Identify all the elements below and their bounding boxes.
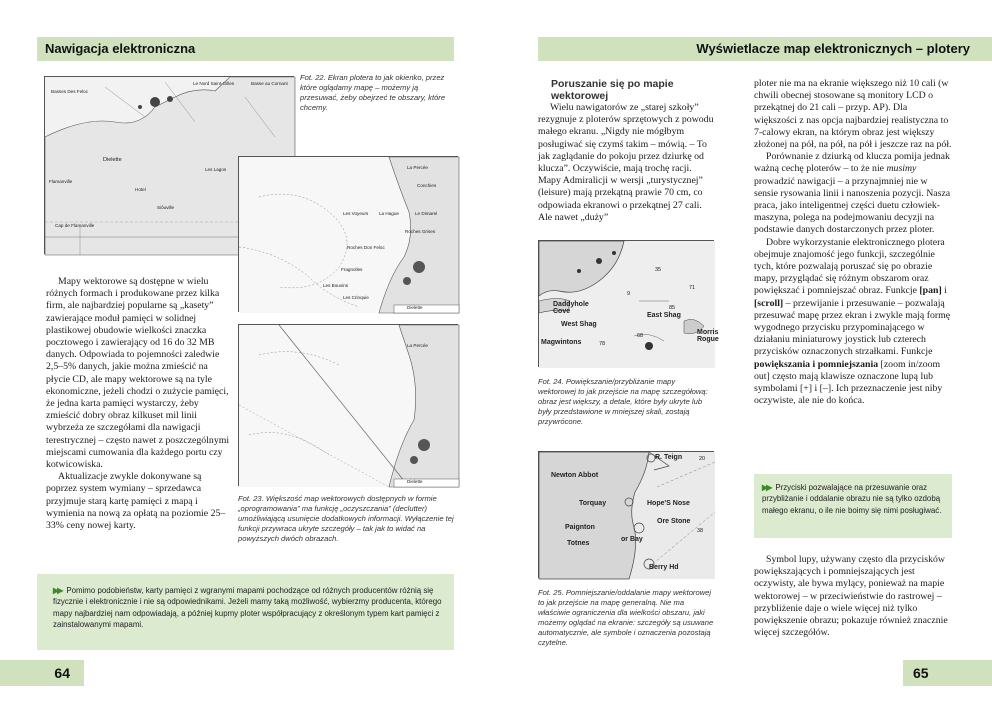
map25-label: or Bay (621, 536, 643, 543)
map23a-label: La Percée (407, 165, 428, 170)
text-run: i (941, 285, 947, 297)
map24-label: 85 (669, 305, 676, 311)
emphasis-run: musimy (886, 163, 917, 175)
left-body-text (46, 276, 230, 532)
map25-label: R. Teign (655, 454, 683, 461)
right-tip-box (754, 474, 952, 538)
left-page-number-text: 64 (54, 665, 70, 681)
map24-label: 35 (655, 267, 662, 273)
map22-label: Siôuville (157, 205, 175, 210)
map22-label: Les Lagos (205, 167, 227, 172)
right-header-title: Wyświetlacze map elektronicznych – plotery (696, 41, 970, 56)
right-col2-paragraph: ploter nie ma na ekranie większego niż 10 cali (w chwili obecnej stosowane są monitory LCD o przekątnej do 21 cali – przyp. AP). Dla większości z nas opcja najbardziej realistyczna to 7-calowy ekran, na którym obraz jest większy złożonej na pół, na pół, na pół i jeszcze raz na pół. (754, 78, 952, 151)
right-page-header (538, 37, 992, 61)
left-page-number (0, 660, 84, 686)
map-23a-graphic (239, 157, 459, 313)
map24-label: Morris Rogue (697, 329, 719, 343)
map23a-label: Les Bouvins (323, 283, 349, 288)
map24-label: 9 (627, 291, 631, 297)
map-photo-24 (538, 240, 719, 367)
text-run: [zoom in/zoom out] często mają klawisze oznaczone lupą lub symbolami [+] i [–]. Ich przeznaczenie jest niby oczywiste, ale nie do końca. (754, 358, 943, 407)
double-arrow-icon: ▶▶ (53, 586, 62, 595)
map25-label: Berry Hd (649, 564, 679, 571)
map25-label: Torquay (579, 500, 607, 507)
map23a-label: Le Dimarel (415, 211, 438, 216)
map25-label: Hope'S Nose (647, 500, 690, 507)
map22-label: Hotel (135, 187, 146, 192)
right-page-number (903, 660, 992, 686)
right-col2-paragraph: Symbol lupy, używany często dla przycisków powiększających i pomniejszających jest oczywisty, ale bywa mylący, ponieważ na mapie wektorowej – w przeciwieństwie do rastrowej – przybliżenie daje o wiele więcej niż tylko powiększenie obrazu; pokazuje również znacznie więcej szczegółów. (754, 554, 948, 639)
map23a-label: Fragnolles (341, 267, 363, 272)
map24-label: Magwintons (541, 339, 582, 346)
right-col2-text (754, 78, 952, 407)
map24-label: 68 (637, 333, 644, 339)
map23a-label: Les Voyeurs (343, 211, 369, 216)
caption-fot-25: Fot. 25. Pomniejszanie/oddalanie mapy wektorowej to jak przejście na mapę generalną. Nie ma właściwie ograniczenia dla wielkości obszaru, jaki możemy oglądać na ekranie: szczegóły są usuwane automatycznie, ale symbole i oznaczenia pozostają czytelne. (538, 588, 714, 647)
right-col1-paragraph: Wielu nawigatorów ze „starej szkoły” rezygnuje z ploterów sprzętowych z powodu małego ekranu. „Nigdy nie mógłbym posługiwać się czymś takim – mówią. – To jak zaglądanie do pokoju przez dziurkę od klucza”. Oczywiście, mają trochę racji. Mapy Admiralicji w wersji „turystycznej” (leisure) mają przekątną prawie 70 cm, co odpowiada ekranowi o przekątnej 27 cali. Ale nawet „duży” (538, 102, 714, 223)
right-col2-paragraph (754, 151, 952, 236)
map24-label: West Shag (561, 321, 597, 328)
map22-label: Dielette (103, 157, 122, 163)
bold-run: [scroll] (754, 297, 784, 309)
map22-label: Le Nord Saint-Gilles (193, 81, 235, 86)
text-run: Porównanie z dziurką od klucza pomija jednak ważną cechę ploterów – to że nie (754, 151, 950, 175)
right-col2-paragraph (754, 237, 952, 408)
right-col1-text (538, 78, 714, 224)
map-23b-graphic (239, 325, 459, 487)
map23a-label: Dielette (407, 305, 423, 310)
map24-label: 78 (599, 341, 606, 347)
text-run: prowadzić nawigacji – a przynajmniej nie w sensie rysowania linii i nanoszenia pozycji. Nasza praca, jako inteligentnej części duetu człowiek-maszyna, polega na podejmowaniu decyzji na podstawie danych dostarczonych przez ploter. (754, 175, 951, 236)
map24-label: East Shag (647, 312, 681, 319)
double-arrow-icon: ▶▶ (762, 483, 771, 492)
left-header-title: Nawigacja elektroniczna (45, 41, 196, 56)
map25-label: Paignton (565, 524, 595, 531)
map24-label: 71 (689, 285, 696, 291)
map22-label: Basses Des Feloc (51, 89, 89, 94)
left-tip-box (37, 574, 454, 650)
map-photo-23b (238, 324, 458, 486)
map24-label: Daddyhole Cove (553, 301, 589, 315)
caption-fot-23: Fot. 23. Większość map wektorowych dostępnych w formie „oprogramowania” ma funkcję „oczyszczania” (declutter) umożliwiającą usunięcie dodatkowych informacji. Wyłączenie tej funkcji przywraca ukryte szczegóły – tak jak to widać na powyższych dwóch obrazach. (238, 494, 454, 543)
map23a-label: Les Crinquie (343, 295, 369, 300)
map22-label: Cap de Flamanville (55, 223, 95, 228)
left-tip-text: Pomimo podobieństw, karty pamięci z wgranymi mapami pochodzące od różnych producentów różnią się fizycznie i elektronicznie i nie są odpowiednikami. Jeżeli mamy taką możliwość, wybierzmy producenta, którego mapy najbardziej nam odpowiadają, a później kupmy ploter współpracujący z określonym typem kart pamięci z zainstalowanymi mapami. (53, 586, 442, 630)
right-page-number-text: 65 (913, 665, 929, 681)
map23a-label: Conchies (417, 183, 437, 188)
right-tip-text: Przyciski pozwalające na przesuwanie oraz przybliżanie i oddalanie obrazu nie są tylko ozdobą małego ekranu, o ile nie boimy się nimi posługiwać. (762, 483, 942, 515)
left-paragraph: Mapy wektorowe są dostępne w wielu różnych formach i produkowane przez kilka firm, ale najbardziej popularne są „kasety” zawierające moduł pamięci w solidnej plastikowej obudowie wielkości znaczka pocztowego i zawierający od 16 do 32 MB danych. Odpowiada to pojemności zaledwie 2,5–5% danych, jakie można zmieścić na płycie CD, ale mapy wektorowe są na tyle ekonomiczne, jeżeli chodzi o zużycie pamięci, że jedna karta pamięci wystarczy, żeby zmieścić dobry obraz kilkuset mil linii wybrzeża ze szczegółami dla nawigacji terestrycznej – często nawet z poszczególnymi miejscami cumowania dla każdego portu czy kotwicowiska. (46, 276, 230, 471)
right-col2-bottom-text (754, 554, 952, 639)
map23a-label: Roches Don Feloc (347, 245, 385, 250)
map23b-label: La Percée (407, 343, 428, 348)
map25-label: 38 (697, 528, 704, 534)
map23b-label: Dielette (407, 479, 423, 484)
map25-label: Totnes (567, 540, 590, 547)
map22-label: Flamanville (49, 179, 73, 184)
left-paragraph: Aktualizacje zwykle dokonywane są poprzez system wymiany – sprzedawca przyjmuje starą kartę pamięci z mapą i wymienia na nową za opłatą na poziomie 25–33% ceny nowej karty. (46, 471, 226, 532)
map23a-label: Roches Grises (405, 229, 436, 234)
caption-fot-22: Fot. 22. Ekran plotera to jak okienko, przez które oglądamy mapę – możemy ją przesuwać, żeby obejrzeć te obszary, które chcemy. (300, 73, 446, 112)
bold-run: [pan] (919, 285, 942, 297)
map-photo-23a (238, 156, 458, 312)
left-page-header (37, 37, 454, 61)
text-run: Dobre wykorzystanie elektronicznego plotera obejmuje znajomość jego funkcji, szczególnie tych, które pozwalają poruszać się po obrazie mapy, przyglądać się różnym obszarom oraz powiększać i pomniejszać obraz. Funkcje (754, 236, 945, 297)
map-photo-25 (538, 451, 714, 578)
text-run: – przewijanie i przesuwanie – pozwalają przesuwać mapę przez ekran i zwykle mają formę wygodnego przycisku przypominającego w działaniu miniaturowy joystick lub czterech przycisków oznaczonych strzałkami. Funkcje (754, 297, 951, 358)
bold-run: powiększania i pomniejszania (754, 358, 879, 370)
map25-label: Ore Stone (657, 518, 691, 525)
caption-fot-24: Fot. 24. Powiększanie/przybliżanie mapy wektorowej to jak przejście na mapę szczegółową: obraz jest większy, a detale, które były ukryte lub były przedstawione w mniejszej skali, zostają przywrócone. (538, 377, 708, 426)
map25-label: 20 (699, 456, 706, 462)
map23a-label: La Hague (379, 211, 399, 216)
map25-label: Newton Abbot (551, 472, 599, 479)
section-subheading: Poruszanie się po mapie wektorowej (551, 78, 674, 102)
map22-label: Basse au Cornant (251, 81, 288, 86)
